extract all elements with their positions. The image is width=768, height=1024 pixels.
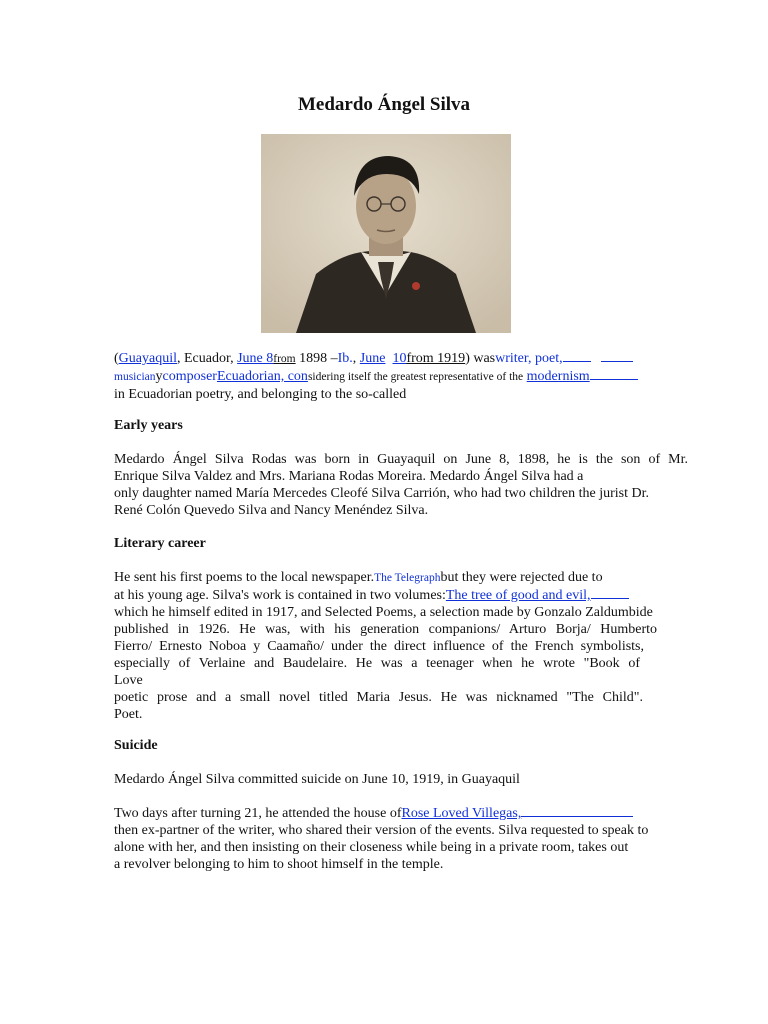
link-modernism[interactable]: modernism — [526, 369, 590, 384]
link-composer[interactable]: composer — [162, 369, 217, 384]
portrait-photo — [261, 134, 511, 333]
literary-line: which he himself edited in 1917, and Selected Poems, a selection made by Gonzalo Zaldumbide — [114, 605, 653, 620]
link-10[interactable]: 10 — [392, 351, 407, 366]
link-rose-loved-villegas[interactable]: Rose Loved Villegas, — [401, 806, 522, 821]
early-years-paragraph — [114, 451, 688, 519]
link-tree-of-good-and-evil[interactable]: The tree of good and evil, — [445, 588, 591, 603]
link-ib[interactable]: Ib. — [337, 351, 353, 366]
literary-line: published in 1926. He was, with his generation companions/ Arturo Borja/ Humberto — [114, 622, 657, 637]
literary-line: poetic prose and a small novel titled Maria Jesus. He was nicknamed "The Child". — [114, 690, 643, 705]
suicide-paragraph-2: Two days after turning 21, he attended the house ofRose Loved Villegas, then ex-partner of the writer, who shared their version of the events. Silva requested to speak to alone with her, and then insisting on their closeness while being in a private room, takes out a revolver belonging to him to shoot himself in the temple. — [114, 805, 688, 873]
from-text: from — [273, 353, 296, 365]
from-1919: from 1919 — [406, 351, 466, 366]
literary-line: Love — [114, 673, 143, 688]
early-line: Medardo Ángel Silva Rodas was born in Guayaquil on June 8, 1898, he is the son of Mr. — [114, 452, 688, 467]
link-musician[interactable]: musician — [114, 371, 156, 383]
early-line: René Colón Quevedo Silva and Nancy Menéndez Silva. — [114, 503, 429, 518]
link-june[interactable]: June — [359, 351, 386, 366]
intro-paragraph: (Guayaquil, Ecuador, June 8from 1898 –Ib., June 10from 1919) waswriter, poet, musicianycomposerEcuadorian, considering itself the greatest representative of the modernism in Ecuadorian poetry, and belonging to the so-called — [114, 350, 688, 403]
link-the-telegraph[interactable]: The Telegraph — [374, 572, 441, 584]
heading-suicide: Suicide — [114, 738, 158, 753]
literary-line: Fierro/ Ernesto Noboa y Caamaño/ under the direct influence of the French symbolists, — [114, 639, 644, 654]
intro-line-3: in Ecuadorian poetry, and belonging to the so-called — [114, 387, 407, 402]
suicide-paragraph-1 — [114, 771, 688, 788]
link-writer-poet[interactable]: writer, poet, — [495, 351, 563, 366]
literary-paragraph: He sent his first poems to the local newspaper.The Telegraphbut they were rejected due to at his young age. Silva's work is contained in two volumes:The tree of good and evil, which he himself edited in 1917, and Selected Poems, a selection made by Gonzalo Zaldumbide published in 1926. He was, with his generation companions/ Arturo Borja/ Humberto Fierro/ Ernesto Noboa y Caamaño/ under the direct influence of the French symbolists, especially of Verlaine and Baudelaire. He was a teenager when he wrote "Book of Love poetic prose and a small novel titled Maria Jesus. He was nicknamed "The Child". Poet. — [114, 569, 688, 723]
link-ecuadorian[interactable]: Ecuadorian, con — [216, 369, 308, 384]
suicide-line: Medardo Ángel Silva committed suicide on June 10, 1919, in Guayaquil — [114, 772, 520, 787]
page-title: Medardo Ángel Silva — [297, 94, 471, 115]
link-guayaquil[interactable]: Guayaquil — [118, 351, 177, 366]
heading-literary-career: Literary career — [114, 536, 206, 551]
literary-line: Poet. — [114, 707, 143, 722]
suicide-line: a revolver belonging to him to shoot himself in the temple. — [114, 857, 444, 872]
early-line: only daughter named María Mercedes Cleofé Silva Carrión, who had two children the jurist Dr. — [114, 486, 649, 501]
literary-line: especially of Verlaine and Baudelaire. He was a teenager when he wrote "Book of — [114, 656, 640, 671]
heading-early-years: Early years — [114, 418, 183, 433]
suicide-line: alone with her, and then insisting on their closeness while being in a private room, takes out — [114, 840, 629, 855]
suicide-line: then ex-partner of the writer, who shared their version of the events. Silva requested to speak to — [114, 823, 649, 838]
early-line: Enrique Silva Valdez and Mrs. Mariana Rodas Moreira. Medardo Ángel Silva had a — [114, 469, 584, 484]
link-june-8[interactable]: June 8 — [237, 351, 274, 366]
